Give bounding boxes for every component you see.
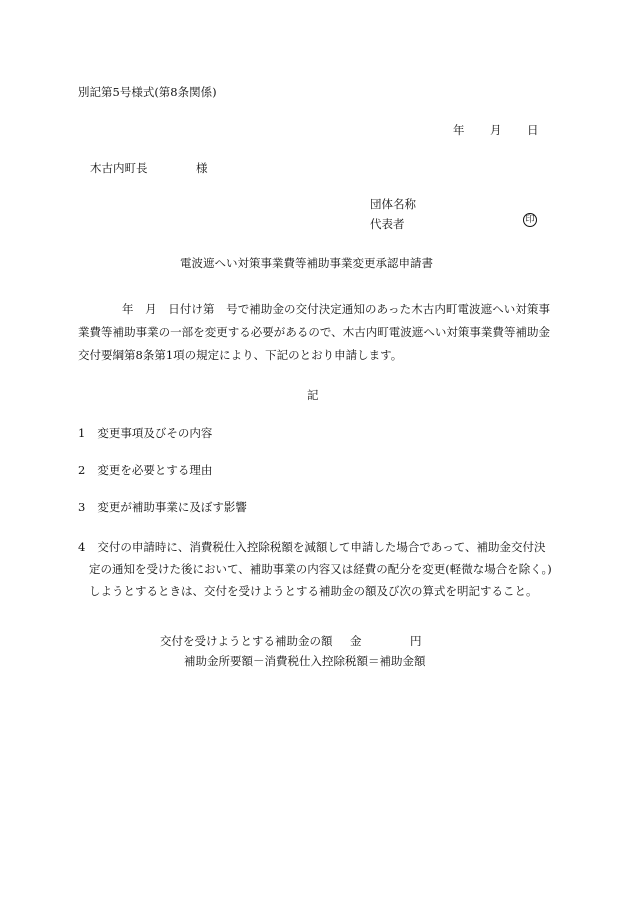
form-reference: 別記第5号様式(第8条関係) bbox=[78, 85, 217, 99]
item-number: 1 bbox=[78, 426, 86, 440]
date-year-label: 年 bbox=[453, 123, 465, 137]
addressee-honorific: 様 bbox=[196, 161, 208, 175]
date-day-label: 日 bbox=[527, 123, 539, 137]
addressee-name: 木古内町長 bbox=[90, 161, 148, 175]
list-item bbox=[78, 462, 212, 478]
representative-label: 代表者 bbox=[370, 217, 405, 231]
formula-line: 補助金所要額－消費税仕入控除税額＝補助金額 bbox=[184, 654, 426, 668]
item-text: 変更を必要とする理由 bbox=[97, 463, 213, 477]
item-number: 3 bbox=[78, 500, 86, 514]
amount-unit: 円 bbox=[410, 634, 422, 648]
amount-prefix: 金 bbox=[350, 634, 362, 648]
item-text: 変更事項及びその内容 bbox=[97, 426, 213, 440]
body-paragraph: 年 月 日付け第 号で補助金の交付決定通知のあった木古内町電波遮へい対策事業費等補助事業の一部を変更する必要があるので、木古内町電波遮へい対策事業費等補助金交付要綱第8条第1項の規定により、下記のとおり申請します。 bbox=[78, 302, 550, 362]
list-item bbox=[78, 425, 212, 441]
item-number: 4 bbox=[78, 540, 86, 554]
item-number: 2 bbox=[78, 463, 86, 477]
date-month-label: 月 bbox=[490, 123, 502, 137]
list-item bbox=[78, 536, 554, 602]
subsidy-amount-label: 交付を受けようとする補助金の額 bbox=[160, 634, 333, 648]
item-text: 変更が補助事業に及ぼす影響 bbox=[97, 500, 247, 514]
organization-name-label: 団体名称 bbox=[370, 197, 416, 211]
seal-mark: 印 bbox=[523, 213, 537, 227]
ki-heading: 記 bbox=[307, 388, 319, 402]
document-title: 電波遮へい対策事業費等補助事業変更承認申請書 bbox=[180, 256, 433, 270]
list-item bbox=[78, 499, 247, 515]
item-text: 交付の申請時に、消費税仕入控除税額を減額して申請した場合であって、補助金交付決定の通知を受けた後において、補助事業の内容又は経費の配分を変更(軽微な場合を除く。)しようとするときは、交付を受けようとする補助金の額及び次の算式を明記すること。 bbox=[89, 540, 552, 598]
